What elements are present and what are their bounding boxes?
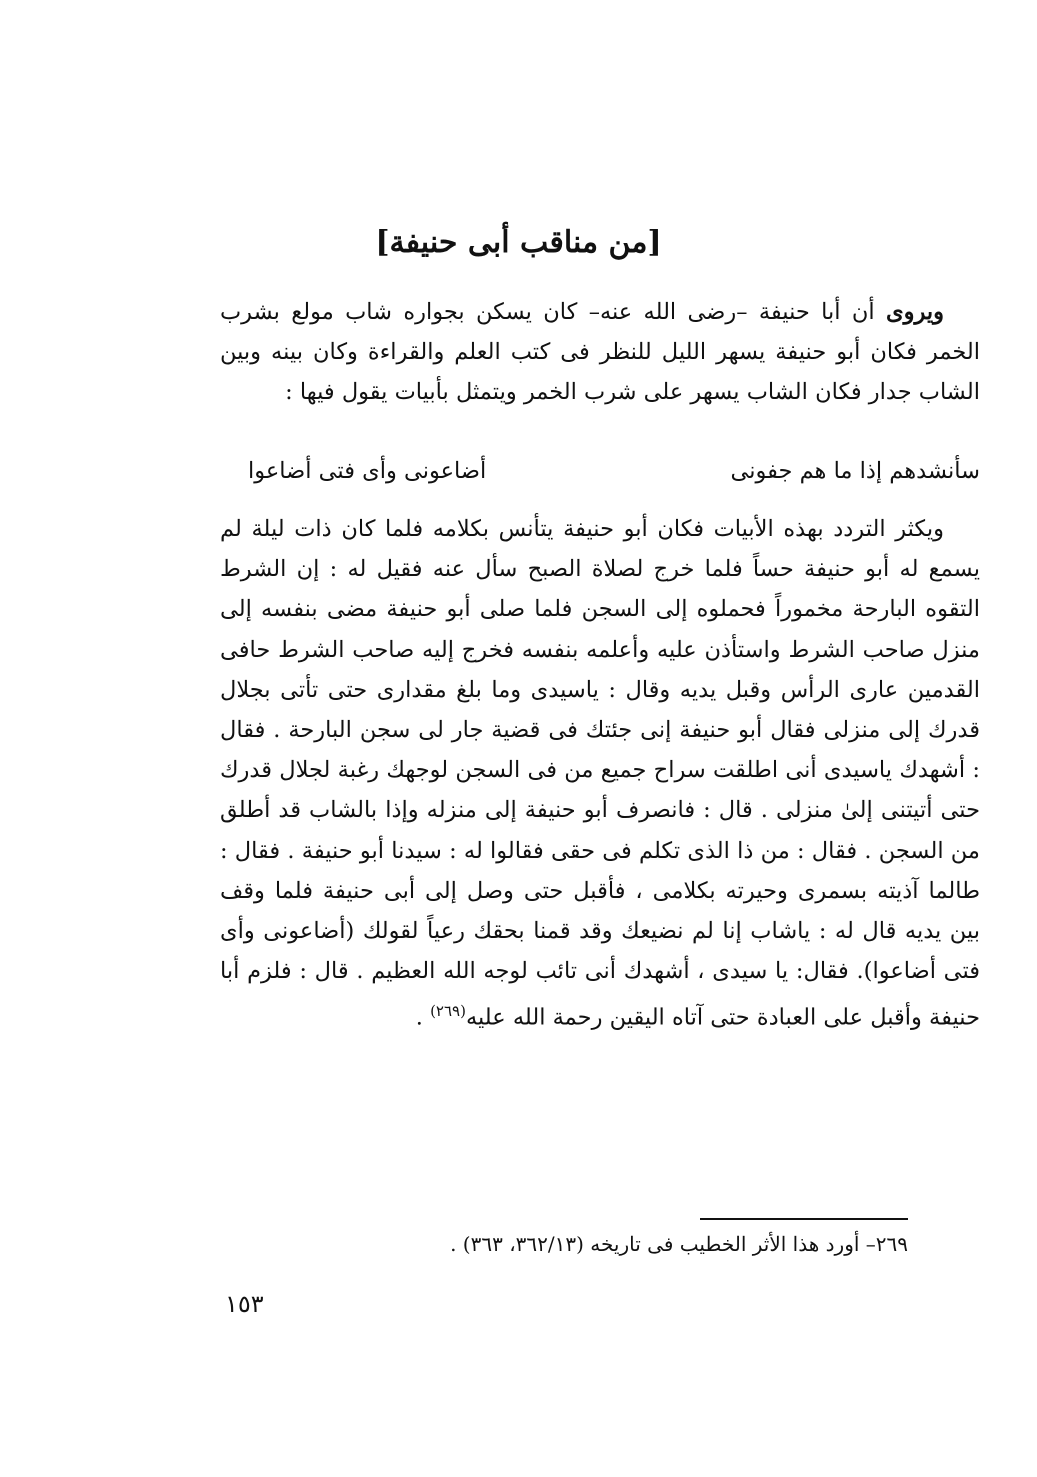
verse-line bbox=[220, 458, 980, 498]
footnote-reference[interactable]: (٢٦٩) bbox=[430, 1002, 466, 1021]
paragraph-2 bbox=[220, 509, 980, 1038]
footnote: ٢٦٩– أورد هذا الأثر الخطيب فى تاريخه (٣٦٢/١٣، ٣٦٣) . bbox=[450, 1232, 908, 1256]
paragraph-1-text: أن أبا حنيفة –رضى الله عنه– كان يسكن بجواره شاب مولع بشرب الخمر فكان أبو حنيفة يسهر الليل للنظر فى كتب العلم والقراءة وكان بينه وبين الشاب جدار فكان الشاب يسهر على شرب الخمر ويتمثل بأبيات يقول فيها : bbox=[220, 299, 980, 406]
page-title: [من مناقب أبى حنيفة] bbox=[375, 225, 662, 260]
paragraph-2-text: ويكثر التردد بهذه الأبيات فكان أبو حنيفة يتأنس بكلامه فلما كان ذات ليلة لم يسمع له أبو حنيفة حساً فلما خرج لصلاة الصبح سأل عنه فقيل له : إن الشرط التقوه البارحة مخموراً فحملوه إلى السجن فلما صلى أبو حنيفة مضى بنفسه إلى منزل صاحب الشرط واستأذن عليه وأعلمه بنفسه فخرج إليه صاحب الشرط حافى القدمين عارى الرأس وقبل يديه وقال : ياسيدى وما بلغ مقدارى حتى تأتى بجلال قدرك إلى منزلى فقال أبو حنيفة إنى جئتك فى قضية جار لى سجن البارحة . فقال : أشهدك ياسيدى أنى اطلقت سراح جميع من فى السجن لوجهك رغبة لجلال قدرك حتى أتيتنى إلىٰ منزلى . قال : فانصرف أبو حنيفة إلى منزله وإذا بالشاب قد أطلق من السجن . فقال : من ذا الذى تكلم فى حقى فقالوا له : سيدنا أبو حنيفة . فقال : طالما آذيته بسمرى وحيرته بكلامى ، فأقبل حتى وصل إلى أبى حنيفة فلما وقف بين يديه قال له : ياشاب إنا لم نضيعك وقد قمنا بحقك رعياً لقولك (أضاعونى وأى فتى أضاعوا). فقال: يا سيدى ، أشهدك أنى تائب لوجه الله العظيم . قال : فلزم أبا حنيفة وأقبل على العبادة حتى آتاه اليقين رحمة الله عليه bbox=[220, 516, 980, 1031]
paragraph-1 bbox=[220, 292, 980, 413]
footnote-divider bbox=[700, 1218, 908, 1220]
closing-punctuation: . bbox=[415, 1004, 431, 1031]
verse-first-hemistich: سأنشدهم إذا ما هم جفونى bbox=[730, 458, 980, 484]
page-number: ١٥٣ bbox=[225, 1290, 264, 1318]
verse-second-hemistich: أضاعونى وأى فتى أضاعوا bbox=[248, 458, 487, 484]
lead-word: ويروى bbox=[885, 299, 944, 325]
